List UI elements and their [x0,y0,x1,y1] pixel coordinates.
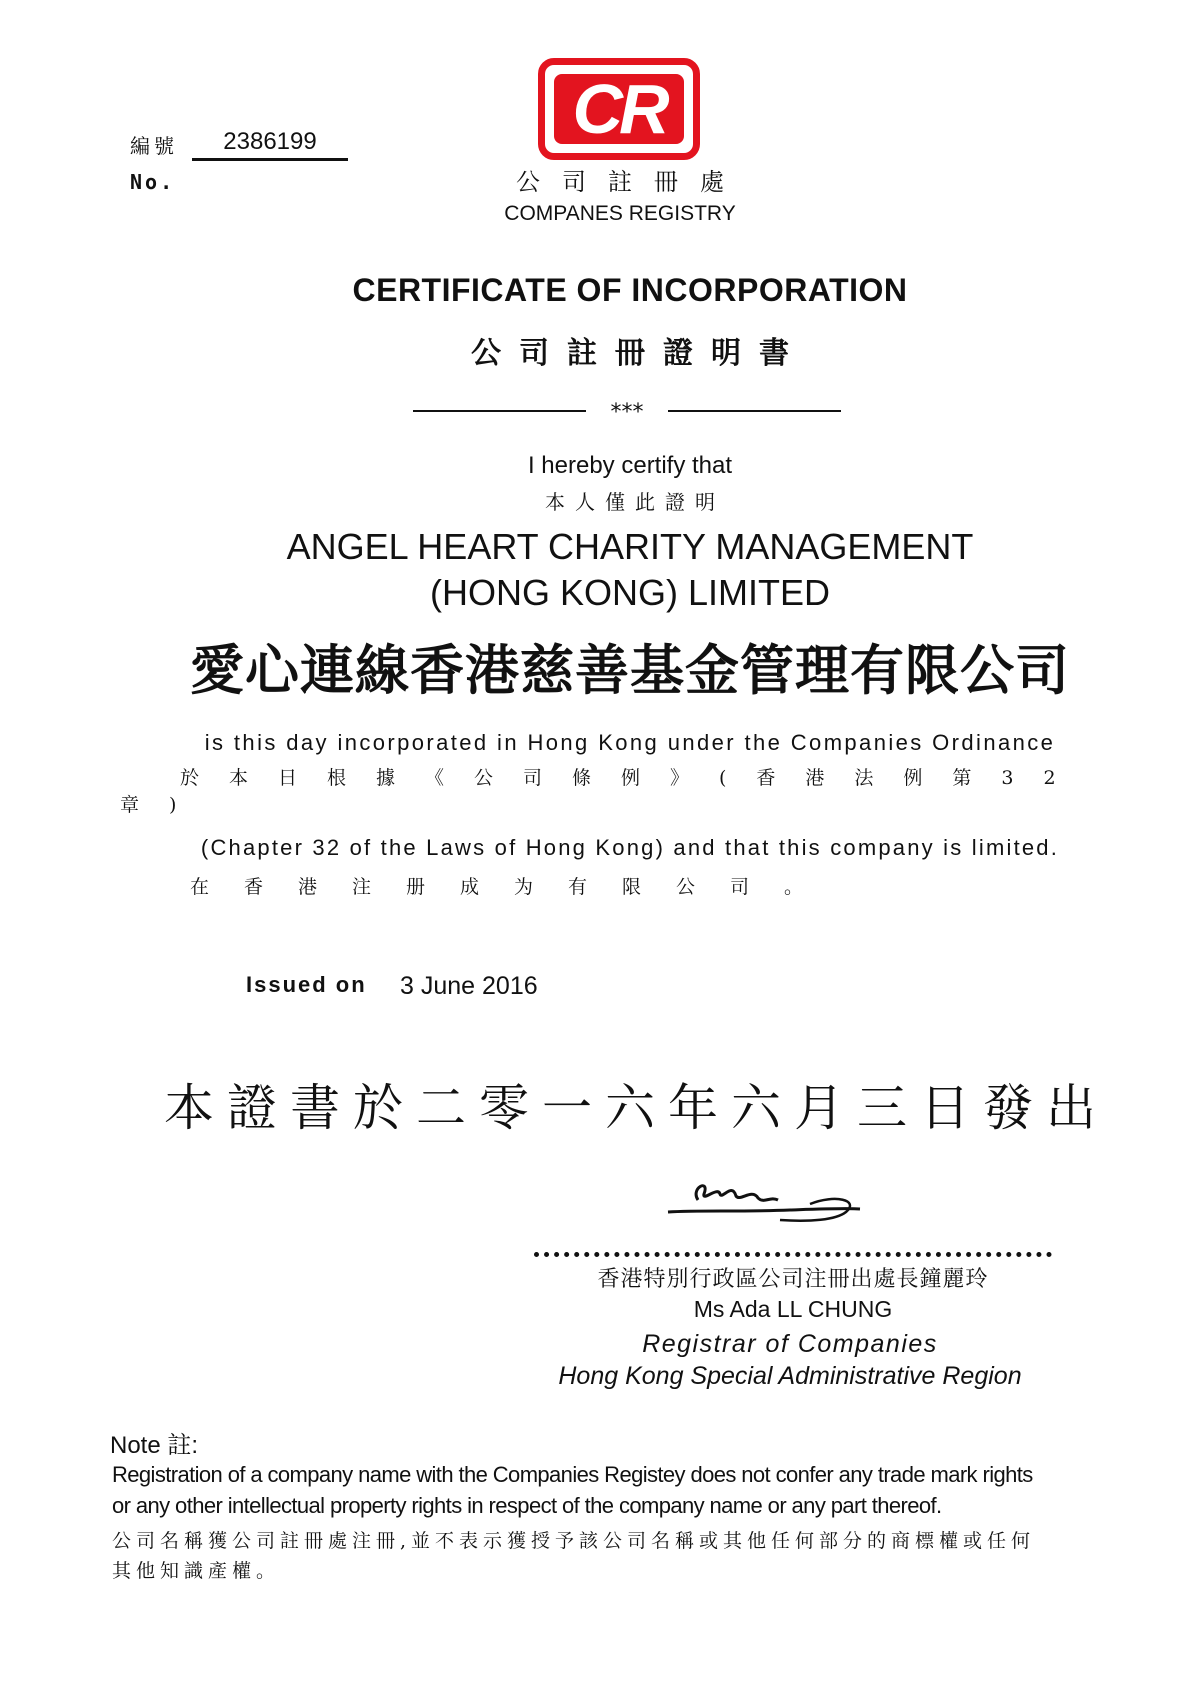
registrar-title-en: Registrar of Companies [642,1330,938,1358]
issued-statement-zh: 本證書於二零一六年六月三日發出 [164,1079,1109,1137]
registry-name-en: COMPANES REGISTRY [504,202,736,225]
incorporation-statement-en: is this day incorporated in Hong Kong under the Companies Ordinance [204,730,1056,755]
company-name-en-line2: (HONG KONG) LIMITED [429,572,830,613]
chapter-statement-zh: 在香港注册成为有限公司。 [190,876,839,898]
companies-registry-logo [538,58,700,160]
separator-line-left [413,410,586,412]
chapter-statement-en: (Chapter 32 of the Laws of Hong Kong) and that this company is limited. [200,835,1060,860]
logo-text: CR [554,74,684,144]
certify-statement-zh: 本人僅此證明 [545,490,725,514]
registrar-signature [660,1160,880,1230]
registrar-name: Ms Ada LL CHUNG [693,1296,893,1322]
registrar-region-en: Hong Kong Special Administrative Region [558,1362,1022,1390]
separator-stars: *** [610,400,644,425]
company-name-en-line1: ANGEL HEART CHARITY MANAGEMENT [286,526,974,567]
note-text-en-line2: or any other intellectual property rights in respect of the company name or any part thereof. [112,1493,942,1518]
issued-date: 3 June 2016 [400,972,538,1000]
registration-number-label-zh: 編號 [130,134,178,158]
certificate-title-zh: 公司註冊證明書 [471,336,807,371]
note-text-zh-line1: 公司名稱獲公司註冊處注冊,並不表示獲授予該公司名稱或其他任何部分的商標權或任何 [112,1530,1036,1552]
company-name-zh: 愛心連線香港慈善基金管理有限公司 [190,639,1070,702]
note-text-zh-line2: 其他知識產權。 [112,1560,281,1582]
certificate-title-en: CERTIFICATE OF INCORPORATION [352,272,908,308]
issued-label: Issued on [246,972,367,997]
note-label: Note 註: [110,1432,199,1459]
note-text-en-line1: Registration of a company name with the Companies Registey does not confer any trade mark rights [112,1462,1033,1487]
incorporation-statement-zh: 於本日根據《公司條例》(香港法例第32章) [120,767,1086,816]
registration-number: 2386199 [192,128,348,161]
separator-line-right [668,410,841,412]
registrar-title-zh: 香港特別行政區公司注冊出處長鐘麗玲 [597,1267,989,1292]
registry-name-zh: 公司註冊處 [516,168,746,196]
registration-number-label-en: No. [130,170,176,194]
certify-statement-en: I hereby certify that [527,452,733,479]
signature-dotted-line [534,1252,1052,1257]
